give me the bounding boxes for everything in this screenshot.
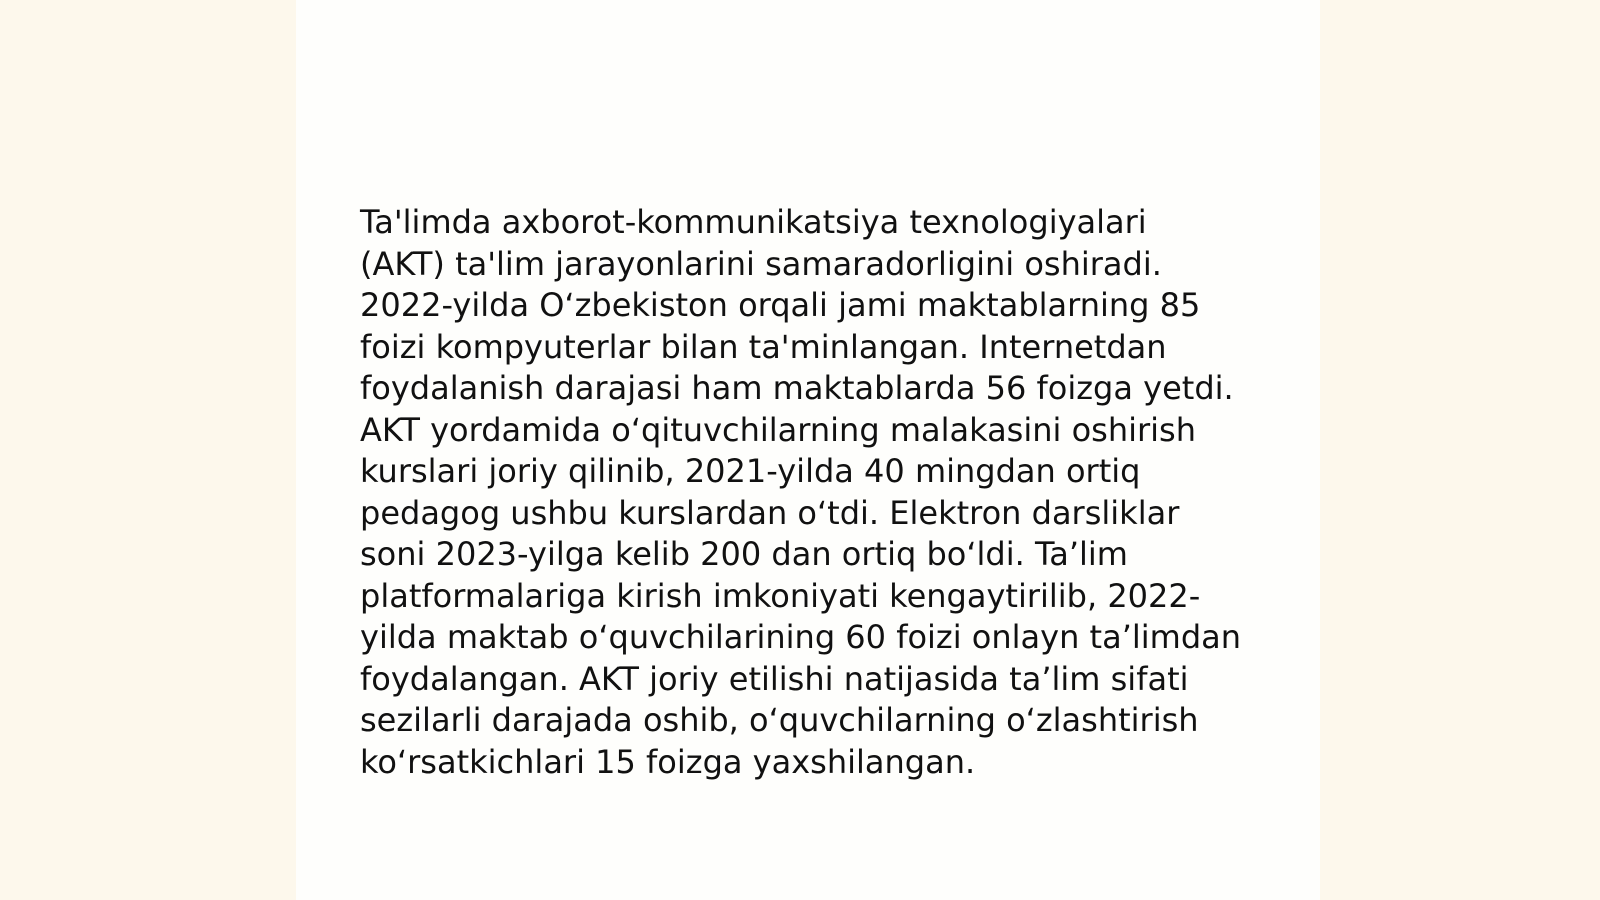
paragraph-line: ko‘rsatkichlari 15 foizga yaxshilangan. xyxy=(360,742,976,781)
paragraph-line: Ta'limda axborot-kommunikatsiya texnologiyalari xyxy=(360,203,1147,241)
paragraph-line: kurslari joriy qilinib, 2021-yilda 40 mingdan ortiq xyxy=(360,452,1141,490)
document-page xyxy=(296,0,1320,900)
body-paragraph xyxy=(360,202,1260,783)
paragraph-line: foydalangan. AKT joriy etilishi natijasida ta’lim sifati xyxy=(360,659,1189,698)
paragraph-line: pedagog ushbu kurslardan o‘tdi. Elektron darsliklar xyxy=(360,493,1180,532)
paragraph-line: (AKT) ta'lim jarayonlarini samaradorligini oshiradi. xyxy=(360,244,1162,283)
paragraph-line: foydalanish darajasi ham maktablarda 56 foizga yetdi. xyxy=(360,369,1234,407)
paragraph-line: 2022-yilda O‘zbekiston orqali jami maktablarning 85 xyxy=(360,286,1201,324)
paragraph-line: foizi kompyuterlar bilan ta'minlangan. Internetdan xyxy=(360,327,1167,366)
paragraph-line: yilda maktab o‘quvchilarining 60 foizi onlayn ta’limdan xyxy=(360,618,1242,656)
paragraph-line: platformalariga kirish imkoniyati kengaytirilib, 2022- xyxy=(360,576,1201,615)
paragraph-line: soni 2023-yilga kelib 200 dan ortiq bo‘ldi. Ta’lim xyxy=(360,535,1128,573)
paragraph-line: AKT yordamida o‘qituvchilarning malakasini oshirish xyxy=(360,410,1196,449)
paragraph-line: sezilarli darajada oshib, o‘quvchilarning o‘zlashtirish xyxy=(360,701,1199,739)
